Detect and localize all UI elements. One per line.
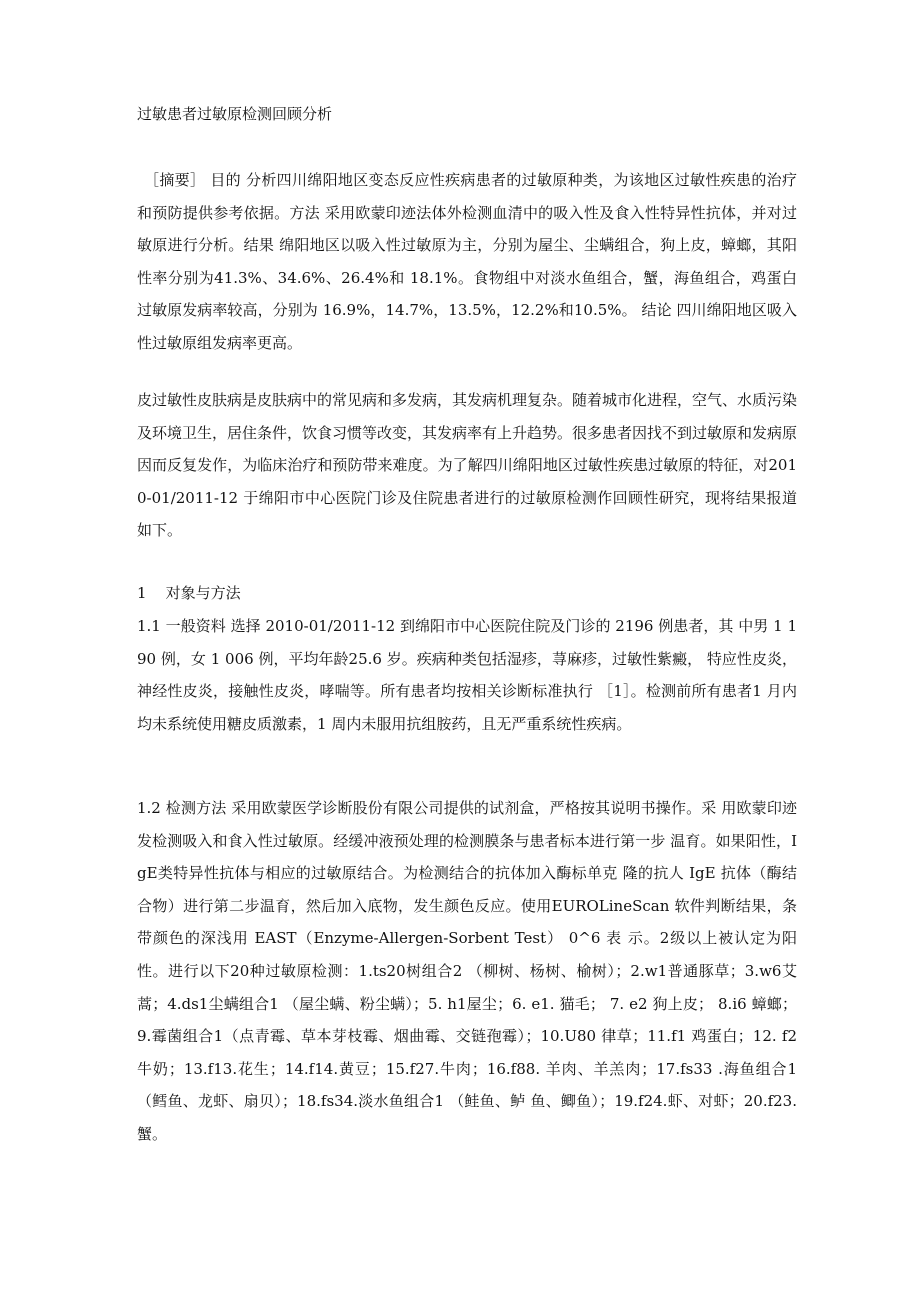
- section-1-1-paragraph: 1.1 一般资料 选择 2010-01/2011-12 到绵阳市中心医院住院及门诊的 2196 例患者，其 中男 1 190 例，女 1 006 例，平均年龄25.6 岁。疾病种类包括湿疹，荨麻疹，过敏性紫癜， 特应性皮炎，神经性皮炎，接触性皮炎，哮喘等。所有患者均按相关诊断标准执行 ［1］。检测前所有患者1 月内均未系统使用糖皮质激素，1 周内未服用抗组胺药，且无严重系统性疾病。: [137, 617, 797, 733]
- introduction-block: [137, 384, 797, 547]
- abstract-block: [137, 164, 797, 360]
- section-1-1-block: [137, 610, 797, 740]
- section-1-2-paragraph: 1.2 检测方法 采用欧蒙医学诊断股份有限公司提供的试剂盒，严格按其说明书操作。采 用欧蒙印迹发检测吸入和食入性过敏原。经缓冲液预处理的检测膜条与患者标本进行第一步 温育。如果阳性，IgE类特异性抗体与相应的过敏原结合。为检测结合的抗体加入酶标单克 隆的抗人 IgE 抗体（酶结合物）进行第二步温育，然后加入底物，发生颜色反应。使用EUROLineScan 软件判断结果，条带颜色的深浅用 EAST（Enzyme-Allergen-Sorbent Test） 0^6 表 示。2级以上被认定为阳性。进行以下20种过敏原检测：1.ts20树组合2 （柳树、杨树、榆树）；2.w1普通豚草；3.w6艾蒿；4.ds1尘螨组合1 （屋尘螨、粉尘螨）；5. h1屋尘；6. e1. 猫毛； 7. e2 狗上皮； 8.i6 蟑螂； 9.霉菌组合1（点青霉、草本芽枝霉、烟曲霉、交链孢霉）；10.U80 律草；11.f1 鸡蛋白；12. f2 牛奶；13.f13.花生；14.f14.黄豆；15.f27.牛肉；16.f88. 羊肉、羊羔肉；17.fs33 .海鱼组合1 （鳕鱼、龙虾、扇贝）；18.fs34.淡水鱼组合1 （鲑鱼、鲈 鱼、鲫鱼）；19.f24.虾、对虾；20.f23.蟹。: [137, 799, 797, 1143]
- document-title: 过敏患者过敏原检测回顾分析: [137, 105, 333, 123]
- introduction-paragraph: 皮过敏性皮肤病是皮肤病中的常见病和多发病，其发病机理复杂。随着城市化进程，空气、水质污染及环境卫生，居住条件，饮食习惯等改变，其发病率有上升趋势。很多患者因找不到过敏原和发病原因而反复发作，为临床治疗和预防带来难度。为了解四川绵阳地区过敏性疾患过敏原的特征，对2010-01/2011-12 于绵阳市中心医院门诊及住院患者进行的过敏原检测作回顾性研究，现将结果报道如下。: [137, 391, 798, 540]
- section-1-2-block: [137, 792, 797, 1151]
- abstract-paragraph: ［摘要］ 目的 分析四川绵阳地区变态反应性疾病患者的过敏原种类，为该地区过敏性疾患的治疗和预防提供参考依据。方法 采用欧蒙印迹法体外检测血清中的吸入性及食入性特异性抗体，并对过敏原进行分析。结果 绵阳地区以吸入性过敏原为主，分别为屋尘、尘螨组合，狗上皮，蟑螂，其阳性率分别为41.3%、34.6%、26.4%和 18.1%。食物组中对淡水鱼组合，蟹，海鱼组合，鸡蛋白过敏原发病率较高，分别为 16.9%，14.7%，13.5%，12.2%和10.5%。 结论 四川绵阳地区吸入性过敏原组发病率更高。: [137, 171, 797, 352]
- section-1-heading: 1 对象与方法: [137, 584, 241, 602]
- section-1-heading-block: [137, 577, 797, 610]
